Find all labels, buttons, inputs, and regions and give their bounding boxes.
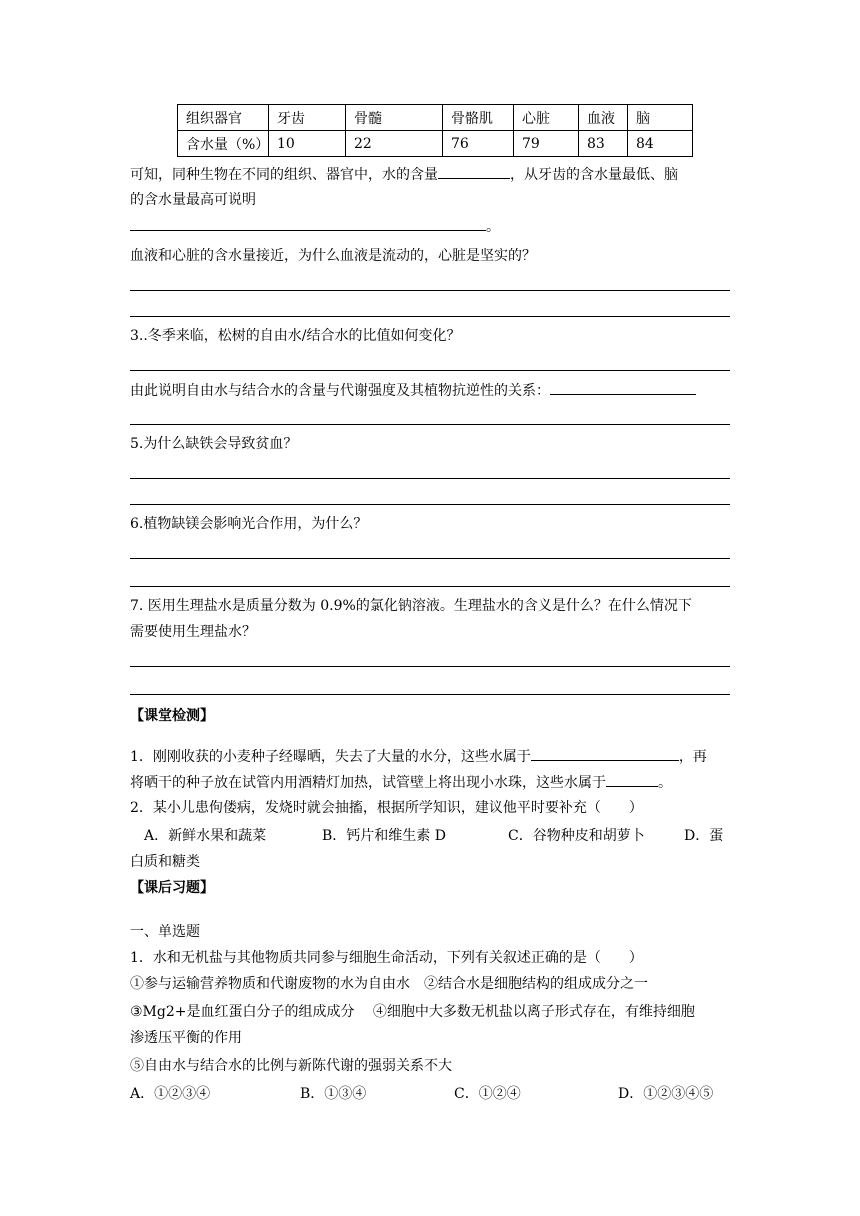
answer-line[interactable] <box>130 666 730 667</box>
table-cell: 10 <box>269 131 346 157</box>
question-text: 由此说明自由水与结合水的含量与代谢强度及其植物抗逆性的关系： <box>130 383 550 399</box>
answer-line[interactable] <box>130 694 730 695</box>
answer-line[interactable] <box>130 424 730 425</box>
answer-line[interactable] <box>130 370 730 371</box>
answer-blank[interactable] <box>438 164 510 179</box>
table-cell: 心脏 <box>514 105 579 131</box>
option-a[interactable]: A．①②③④ <box>130 1086 211 1102</box>
statement-5: ⑤自由水与结合水的比例与新陈代谢的强弱关系不大 <box>130 1058 452 1074</box>
exercise-question-1: 1．水和无机盐与其他物质共同参与细胞生命活动，下列有关叙述正确的是（ ） <box>130 950 643 966</box>
answer-blank[interactable] <box>550 380 696 395</box>
option-c[interactable]: C．①②④ <box>454 1086 521 1102</box>
question-text: ，从牙齿的含水量最低、脑 <box>510 167 678 183</box>
option-b[interactable]: B．①③④ <box>300 1086 367 1102</box>
table-cell: 血液 <box>579 105 628 131</box>
table-cell: 22 <box>346 131 443 157</box>
question-6: 6.植物缺镁会影响光合作用，为什么？ <box>130 516 368 532</box>
table-cell: 组织器官 <box>178 105 269 131</box>
table-row <box>178 105 693 131</box>
answer-line[interactable] <box>130 586 730 587</box>
question-blood-heart: 血液和心脏的含水量接近，为什么血液是流动的，心脏是坚实的？ <box>130 248 536 264</box>
statement-3-4: ③Mg2+是血红蛋白分子的组成成分 ④细胞中大多数无机盐以离子形式存在，有维持细胞 <box>130 1004 695 1020</box>
statement-1-2: ①参与运输营养物质和代谢废物的水为自由水 ②结合水是细胞结构的组成成分之一 <box>130 976 648 992</box>
question-text: 可知，同种生物在不同的组织、器官中，水的含量 <box>130 167 438 183</box>
answer-blank[interactable] <box>606 772 658 787</box>
option-a[interactable]: A．新鲜水果和蔬菜 <box>144 828 267 844</box>
classroom-question-2: 2．某小儿患佝偻病，发烧时就会抽搐，根据所学知识，建议他平时要补充（ ） <box>130 800 643 816</box>
question-text: 1．刚刚收获的小麦种子经曝晒，失去了大量的水分，这些水属于 <box>130 749 531 765</box>
classroom-question-1-line1 <box>130 746 707 767</box>
option-c[interactable]: C．谷物种皮和胡萝卜 <box>508 828 645 844</box>
table-cell: 79 <box>514 131 579 157</box>
table-cell: 84 <box>628 131 693 157</box>
section-heading-after-class: 【课后习题】 <box>130 880 214 896</box>
question-text: 将晒干的种子放在试管内用酒精灯加热，试管壁上将出现小水珠，这些水属于 <box>130 775 606 791</box>
subsection-single-choice: 一、单选题 <box>130 924 200 940</box>
question-3-relation <box>130 380 696 401</box>
table-cell: 83 <box>579 131 628 157</box>
question-7-line2: 需要使用生理盐水？ <box>130 624 256 640</box>
question-table-line2: 的含水量最高可说明 <box>130 192 256 208</box>
table-cell: 骨髓 <box>346 105 443 131</box>
question-text: ，再 <box>678 749 707 765</box>
option-d-continued: 白质和糖类 <box>130 854 200 870</box>
answer-line[interactable] <box>130 290 730 291</box>
question-5: 5.为什么缺铁会导致贫血？ <box>130 436 298 452</box>
water-content-table <box>177 104 693 157</box>
table-cell: 脑 <box>628 105 693 131</box>
question-table-line1 <box>130 164 678 185</box>
section-heading-classroom: 【课堂检测】 <box>130 708 214 724</box>
answer-blank[interactable] <box>531 746 679 761</box>
table-cell: 牙齿 <box>269 105 346 131</box>
answer-line[interactable] <box>130 478 730 479</box>
table-row <box>178 131 693 157</box>
table-cell: 76 <box>443 131 514 157</box>
question-table-line3 <box>130 216 500 237</box>
answer-line[interactable] <box>130 504 730 505</box>
answer-blank[interactable] <box>130 216 486 231</box>
option-b[interactable]: B．钙片和维生素 D <box>322 828 446 844</box>
question-text: 。 <box>658 775 672 791</box>
answer-line[interactable] <box>130 558 730 559</box>
question-text: 。 <box>486 219 500 235</box>
question-3: 3..冬季来临，松树的自由水/结合水的比值如何变化？ <box>130 328 461 344</box>
table-cell: 骨骼肌 <box>443 105 514 131</box>
statement-4-continued: 渗透压平衡的作用 <box>130 1030 242 1046</box>
table-cell: 含水量（%） <box>178 131 269 157</box>
classroom-question-1-line2 <box>130 772 672 793</box>
option-d[interactable]: D．蛋 <box>684 828 724 844</box>
question-7-line1: 7. 医用生理盐水是质量分数为 0.9%的氯化钠溶液。生理盐水的含义是什么？在什么情况下 <box>130 598 692 614</box>
answer-line[interactable] <box>130 316 730 317</box>
option-d[interactable]: D．①②③④⑤ <box>618 1086 714 1102</box>
